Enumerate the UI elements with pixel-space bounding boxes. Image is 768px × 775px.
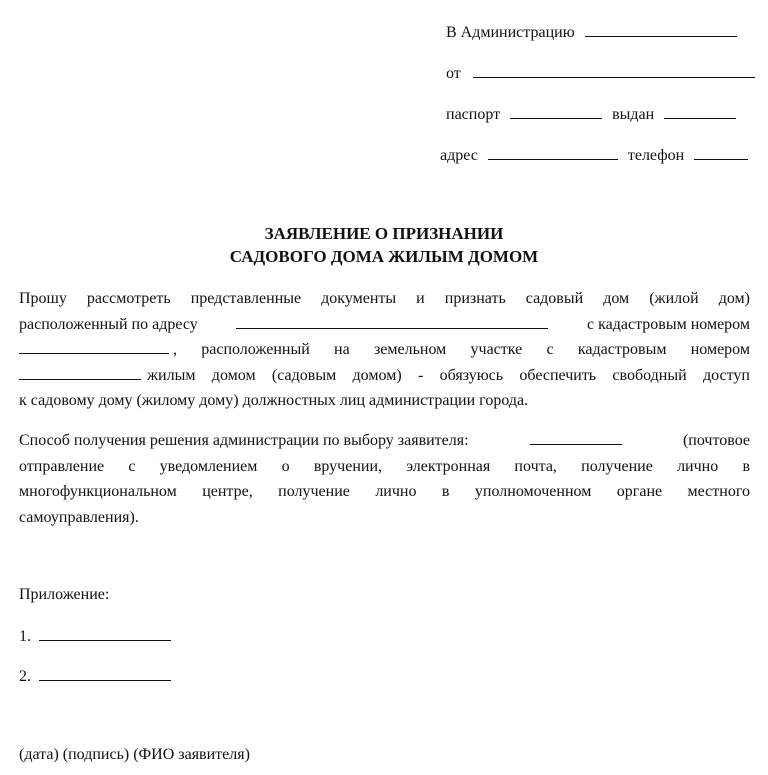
paragraph-method [19, 428, 750, 530]
p2-line-3-text: многофункциональном центре, получение лично в уполномоченном органе местного [19, 483, 750, 500]
header-to-label: В Администрацию [446, 24, 575, 41]
to-blank-field[interactable] [585, 20, 737, 37]
attachments-label: Приложение: [19, 586, 110, 603]
title-line-1: ЗАЯВЛЕНИЕ О ПРИЗНАНИИ [264, 224, 504, 243]
p1-line-2 [19, 312, 750, 338]
p1-cadastral-label: с кадастровым номером [587, 315, 750, 333]
p2-method-label: Способ получения решения администрации по выбору заявителя: [19, 432, 469, 449]
header-address-line [440, 143, 748, 165]
p2-line-3 [19, 479, 750, 505]
attachment-item-1 [19, 624, 171, 648]
p1-address-blank[interactable] [236, 313, 548, 329]
document-title [0, 222, 768, 268]
attachment-item-1-blank[interactable] [39, 624, 171, 641]
header-from-label: от [446, 65, 461, 82]
header-passport-label: паспорт [446, 106, 501, 123]
p2-method-blank[interactable] [530, 429, 622, 445]
p1-line-3 [19, 337, 750, 363]
attachment-item-2 [19, 664, 171, 688]
attachment-item-2-blank[interactable] [39, 664, 171, 681]
p2-line-2 [19, 454, 750, 480]
p2-line-4: самоуправления). [19, 508, 139, 526]
header-phone-label: телефон [627, 147, 685, 164]
signature-line: (дата) (подпись) (ФИО заявителя) [19, 746, 250, 763]
p1-line-1 [19, 286, 750, 312]
attachment-item-2-number: 2. [19, 668, 31, 685]
paragraph-request [19, 286, 750, 414]
p2-line-1 [19, 428, 750, 454]
attachment-item-1-number: 1. [19, 628, 31, 645]
p1-land-cadastral-blank[interactable] [19, 364, 141, 380]
issued-blank-field[interactable] [664, 102, 736, 119]
p1-line-5: к садовому дому (жилому дому) должностных лиц администрации города. [19, 392, 529, 409]
p1-line-4 [19, 363, 750, 389]
header-to-line [446, 20, 737, 42]
header-from-line [446, 61, 755, 83]
address-blank-field[interactable] [488, 143, 618, 160]
p2-mail-open: (почтовое [682, 432, 750, 449]
passport-blank-field[interactable] [510, 102, 602, 119]
p1-cadastral-blank[interactable] [19, 338, 169, 354]
p1-land-text: , расположенный на земельном участке с кадастровым номером [173, 341, 750, 358]
from-blank-field[interactable] [473, 61, 755, 78]
title-line-2: САДОВОГО ДОМА ЖИЛЫМ ДОМОМ [229, 247, 539, 266]
header-address-label: адрес [440, 147, 478, 164]
p1-obligation-text: жилым домом (садовым домом) - обязуюсь обеспечить свободный доступ [147, 366, 750, 384]
header-passport-line [446, 102, 736, 124]
phone-blank-field[interactable] [694, 143, 748, 160]
p1-address-label: расположенный по адресу [19, 315, 198, 333]
header-issued-label: выдан [612, 106, 655, 123]
p1-line-1-text: Прошу рассмотреть представленные документы и признать садовый дом (жилой дом) [19, 290, 750, 307]
p2-line-2-text: отправление с уведомлением о вручении, электронная почта, получение лично в [19, 457, 750, 475]
